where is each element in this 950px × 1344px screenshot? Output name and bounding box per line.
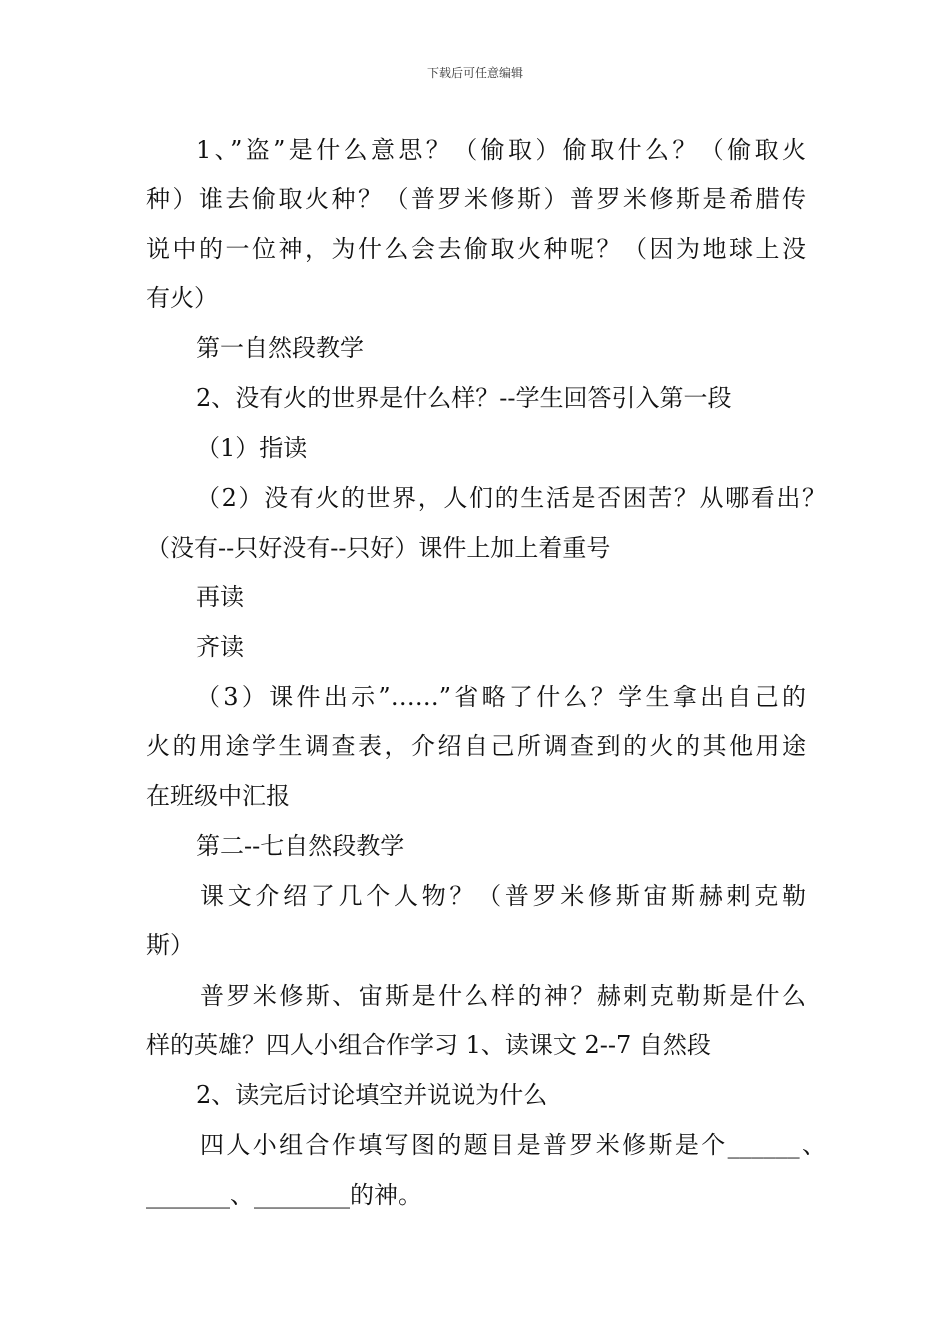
section-heading: 第二--七自然段教学 — [196, 832, 405, 860]
text-line: 有火） — [146, 284, 218, 312]
text-line: 课文介绍了几个人物？（普罗米修斯宙斯赫剌克勒 — [200, 882, 806, 910]
text-line: （没有--只好没有--只好）课件上加上着重号 — [146, 534, 611, 562]
text-line: 2、没有火的世界是什么样？--学生回答引入第一段 — [196, 384, 732, 412]
text-line: 2、读完后讨论填空并说说为什么 — [196, 1081, 548, 1109]
text-line: 齐读 — [196, 633, 244, 661]
text-line: 普罗米修斯、宙斯是什么样的神？赫剌克勒斯是什么 — [200, 982, 806, 1010]
section-heading: 第一自然段教学 — [196, 334, 364, 362]
text-line: 斯） — [146, 931, 194, 959]
text-line: 再读 — [196, 583, 244, 611]
text-line: （1）指读 — [196, 434, 308, 462]
text-line: 样的英雄？四人小组合作学习 1、读课文 2--7 自然段 — [146, 1031, 711, 1059]
text-line: （3）课件出示”……”省略了什么？学生拿出自己的 — [196, 683, 806, 711]
page-header: 下载后可任意编辑 — [426, 66, 523, 80]
text-line: 在班级中汇报 — [146, 782, 290, 810]
text-line: （2）没有火的世界，人们的生活是否困苦？从哪看出？ — [196, 484, 826, 512]
text-line: 说中的一位神，为什么会去偷取火种呢？（因为地球上没 — [146, 235, 806, 263]
text-line: 种）谁去偷取火种？（普罗米修斯）普罗米修斯是希腊传 — [146, 185, 806, 213]
text-line: 四人小组合作填写图的题目是普罗米修斯是个______、 — [200, 1131, 826, 1159]
text-line: 1、”盗”是什么意思？（偷取）偷取什么？（偷取火 — [196, 136, 806, 164]
text-line: 火的用途学生调查表，介绍自己所调查到的火的其他用途 — [146, 732, 806, 760]
text-line: _______、________的神。 — [146, 1181, 422, 1209]
